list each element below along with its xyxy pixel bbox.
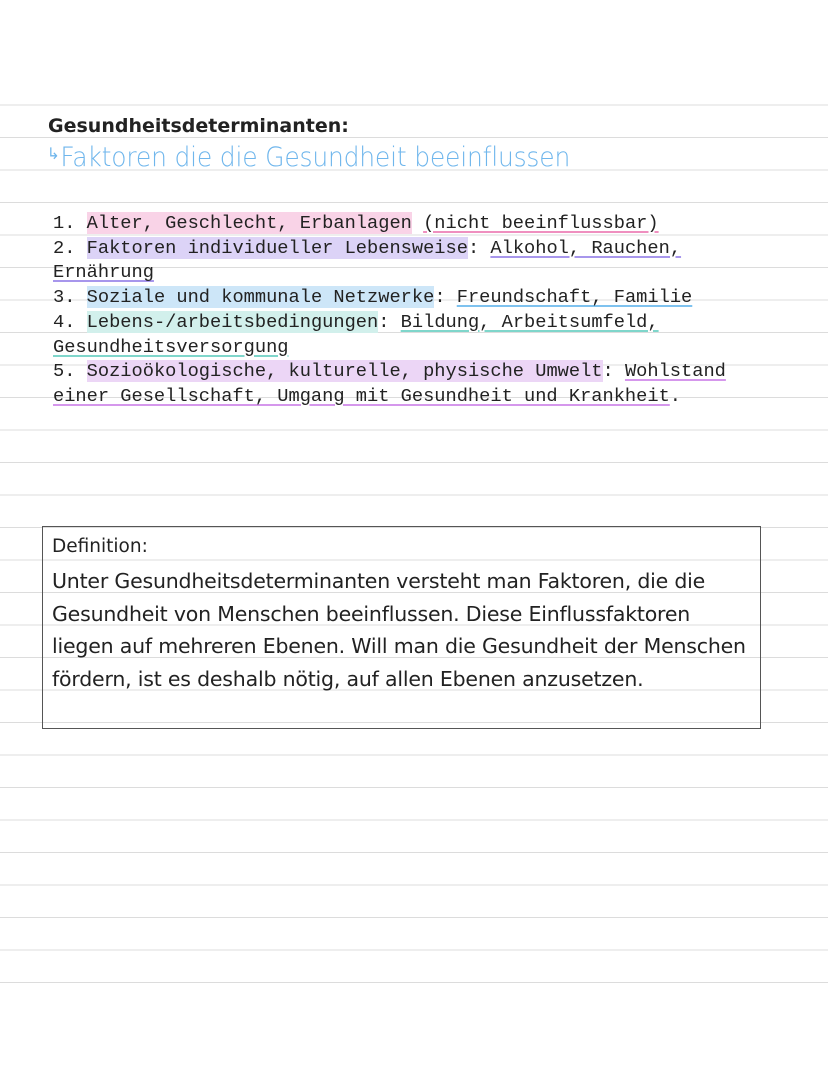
list-item [53, 236, 753, 285]
list-item [53, 310, 753, 359]
item-detail: (nicht beeinflussbar) [423, 212, 659, 234]
item-label: Alter, Geschlecht, Erbanlagen [86, 212, 412, 234]
item-separator: : [467, 236, 480, 259]
item-number: 4. [53, 310, 76, 333]
item-detail: Bildung, Arbeitsumfeld, Gesundheitsversorgung [53, 310, 659, 358]
item-label: Sozioökologische, kulturelle, physische Umwelt [86, 360, 603, 383]
item-number: 5. [53, 360, 76, 383]
item-detail: Freundschaft, Familie [456, 286, 693, 309]
subtitle-text: Faktoren die die Gesundheit beeinflussen [60, 142, 571, 173]
item-number: 1. [53, 212, 76, 234]
list-item [53, 359, 753, 408]
item-separator: : [602, 360, 614, 383]
item-number: 2. [53, 236, 76, 259]
item-label: Soziale und kommunale Netzwerke [86, 286, 435, 309]
item-label: Lebens-/arbeitsbedingungen [86, 310, 379, 333]
list-item [53, 211, 753, 236]
item-detail: Alkohol, Rauchen, Ernährung [53, 236, 682, 284]
definition-title: Definition: [52, 536, 148, 557]
page-title: Gesundheitsdeterminanten: [48, 115, 349, 137]
definition-box [42, 526, 761, 729]
item-separator: : [378, 310, 390, 333]
item-detail: Wohlstand einer Gesellschaft, Umgang mit Gesundheit und Krankheit [53, 360, 726, 407]
item-label: Faktoren individueller Lebensweise [86, 236, 468, 259]
definition-text: Unter Gesundheitsdeterminanten versteht man Faktoren, die die Gesundheit von Menschen beeinflussen. Diese Einflussfaktoren liegen auf mehreren Ebenen. Will man die Gesundheit der Menschen fördern, ist es deshalb nötig, auf allen Ebenen anzusetzen. [52, 569, 746, 691]
item-number: 3. [53, 286, 76, 309]
item-separator: : [434, 286, 446, 309]
item-end: . [669, 384, 682, 407]
handwritten-subtitle [47, 142, 570, 172]
determinants-list [53, 211, 753, 409]
arrow-icon: ↳ [47, 144, 60, 163]
list-item [53, 285, 753, 310]
